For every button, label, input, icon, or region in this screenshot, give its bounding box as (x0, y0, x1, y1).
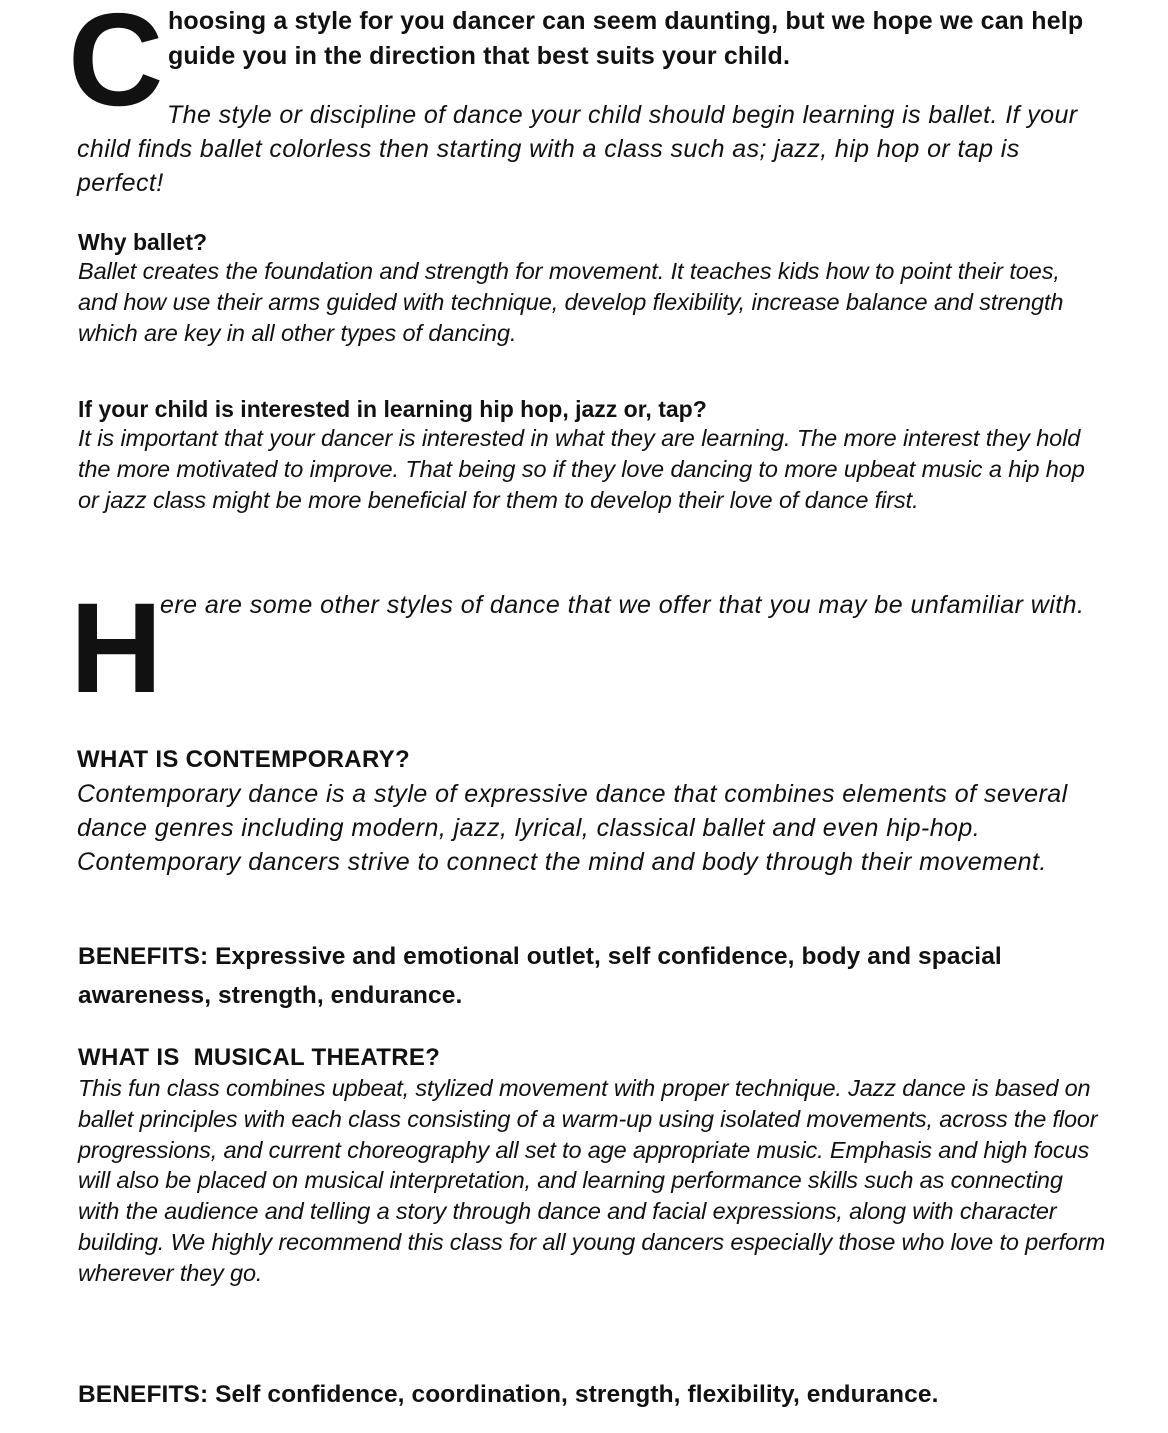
other-styles-intro: ere are some other styles of dance that we offer that you may be unfamiliar with. (160, 591, 1085, 619)
intro-paragraph-text: The style or discipline of dance your child should begin learning is ballet. If your child finds ballet colorless then starting with a class such as; jazz, hip hop or tap is perfect! (77, 101, 1078, 197)
musical-theatre-paragraph: This fun class combines upbeat, stylized movement with proper technique. Jazz dance is based on ballet principles with each class consisting of a warm-up using isolated movements, across the floor progressions, and current choreography all set to age appropriate music. Emphasis and high focus will also be placed on musical interpretation, and learning performance skills such as connecting with the audience and telling a story through dance and facial expressions, along with character building. We highly recommend this class for all young dancers especially those who love to perform wherever they go. (78, 1075, 1106, 1286)
contemporary-paragraph: Contemporary dance is a style of expressive dance that combines elements of several dance genres including modern, jazz, lyrical, classical ballet and even hip-hop. Contemporary dancers strive to connect the mind and body through their movement. (77, 780, 1068, 876)
musical-theatre-benefits: BENEFITS: Self confidence, coordination, strength, flexibility, endurance. (78, 1381, 939, 1408)
why-ballet-section (78, 228, 1088, 349)
musical-theatre-heading: WHAT IS MUSICAL THEATRE? (78, 1044, 441, 1071)
intro-paragraph (77, 98, 1107, 200)
why-ballet-paragraph: Ballet creates the foundation and strength for movement. It teaches kids how to point their toes, and how use their arms guided with technique, develop flexibility, increase balance and strength which are key in all other types of dancing. (78, 258, 1064, 346)
contemporary-section (77, 745, 1107, 879)
intro-dropcap: C (68, 0, 164, 133)
musical-theatre-section (78, 1043, 1108, 1289)
why-ballet-heading: Why ballet? (78, 229, 208, 255)
interested-heading: If your child is interested in learning hip hop, jazz or, tap? (78, 396, 707, 422)
other-styles-dropcap: H (70, 577, 163, 720)
contemporary-benefits: BENEFITS: Expressive and emotional outlet, self confidence, body and spacial awareness, strength, endurance. (78, 943, 1002, 1009)
contemporary-heading: WHAT IS CONTEMPORARY? (77, 746, 410, 773)
interested-section (78, 395, 1108, 516)
interested-paragraph: It is important that your dancer is interested in what they are learning. The more interest they hold the more motivated to improve. That being so if they love dancing to more upbeat music a hip hop or jazz class might be more beneficial for them to develop their love of dance first. (78, 425, 1085, 513)
intro-lead-text: hoosing a style for you dancer can seem daunting, but we hope we can help guide you in the direction that best suits your child. (168, 7, 1084, 70)
